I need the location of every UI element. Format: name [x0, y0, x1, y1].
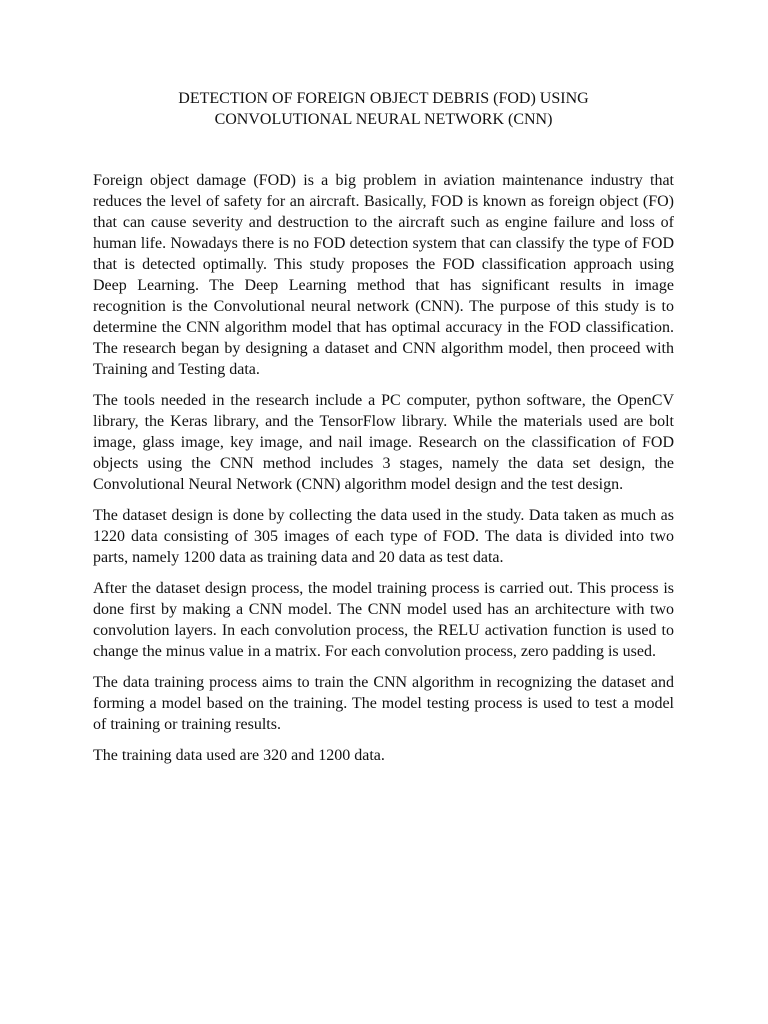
- title-line-2: CONVOLUTIONAL NEURAL NETWORK (CNN): [214, 111, 553, 128]
- title-line-1: DETECTION OF FOREIGN OBJECT DEBRIS (FOD) USING: [178, 90, 589, 107]
- document-title: [93, 88, 674, 130]
- paragraph-model-training: After the dataset design process, the model training process is carried out. This process is done first by making a CNN model. The CNN model used has an architecture with two convolution layers. In each convolution process, the RELU activation function is used to change the minus value in a matrix. For each convolution process, zero padding is used.: [93, 580, 674, 660]
- paragraph-training-testing: The data training process aims to train the CNN algorithm in recognizing the dataset and forming a model based on the training. The model testing process is used to test a model of training or training results.: [93, 674, 674, 733]
- paragraph-tools-materials: The tools needed in the research include a PC computer, python software, the OpenCV library, the Keras library, and the TensorFlow library. While the materials used are bolt image, glass image, key image, and nail image. Research on the classification of FOD objects using the CNN method includes 3 stages, namely the data set design, the Convolutional Neural Network (CNN) algorithm model design and the test design.: [93, 392, 674, 493]
- document-body: [93, 170, 674, 776]
- paragraph-introduction: Foreign object damage (FOD) is a big problem in aviation maintenance industry that reduces the level of safety for an aircraft. Basically, FOD is known as foreign object (FO) that can cause severity and destruction to the aircraft such as engine failure and loss of human life. Nowadays there is no FOD detection system that can classify the type of FOD that is detected optimally. This study proposes the FOD classification approach using Deep Learning. The Deep Learning method that has significant results in image recognition is the Convolutional neural network (CNN). The purpose of this study is to determine the CNN algorithm model that has optimal accuracy in the FOD classification. The research began by designing a dataset and CNN algorithm model, then proceed with Training and Testing data.: [93, 172, 674, 378]
- paragraph-training-data: The training data used are 320 and 1200 data.: [93, 747, 385, 764]
- paragraph-dataset-design: The dataset design is done by collecting the data used in the study. Data taken as much as 1220 data consisting of 305 images of each type of FOD. The data is divided into two parts, namely 1200 data as training data and 20 data as test data.: [93, 507, 674, 566]
